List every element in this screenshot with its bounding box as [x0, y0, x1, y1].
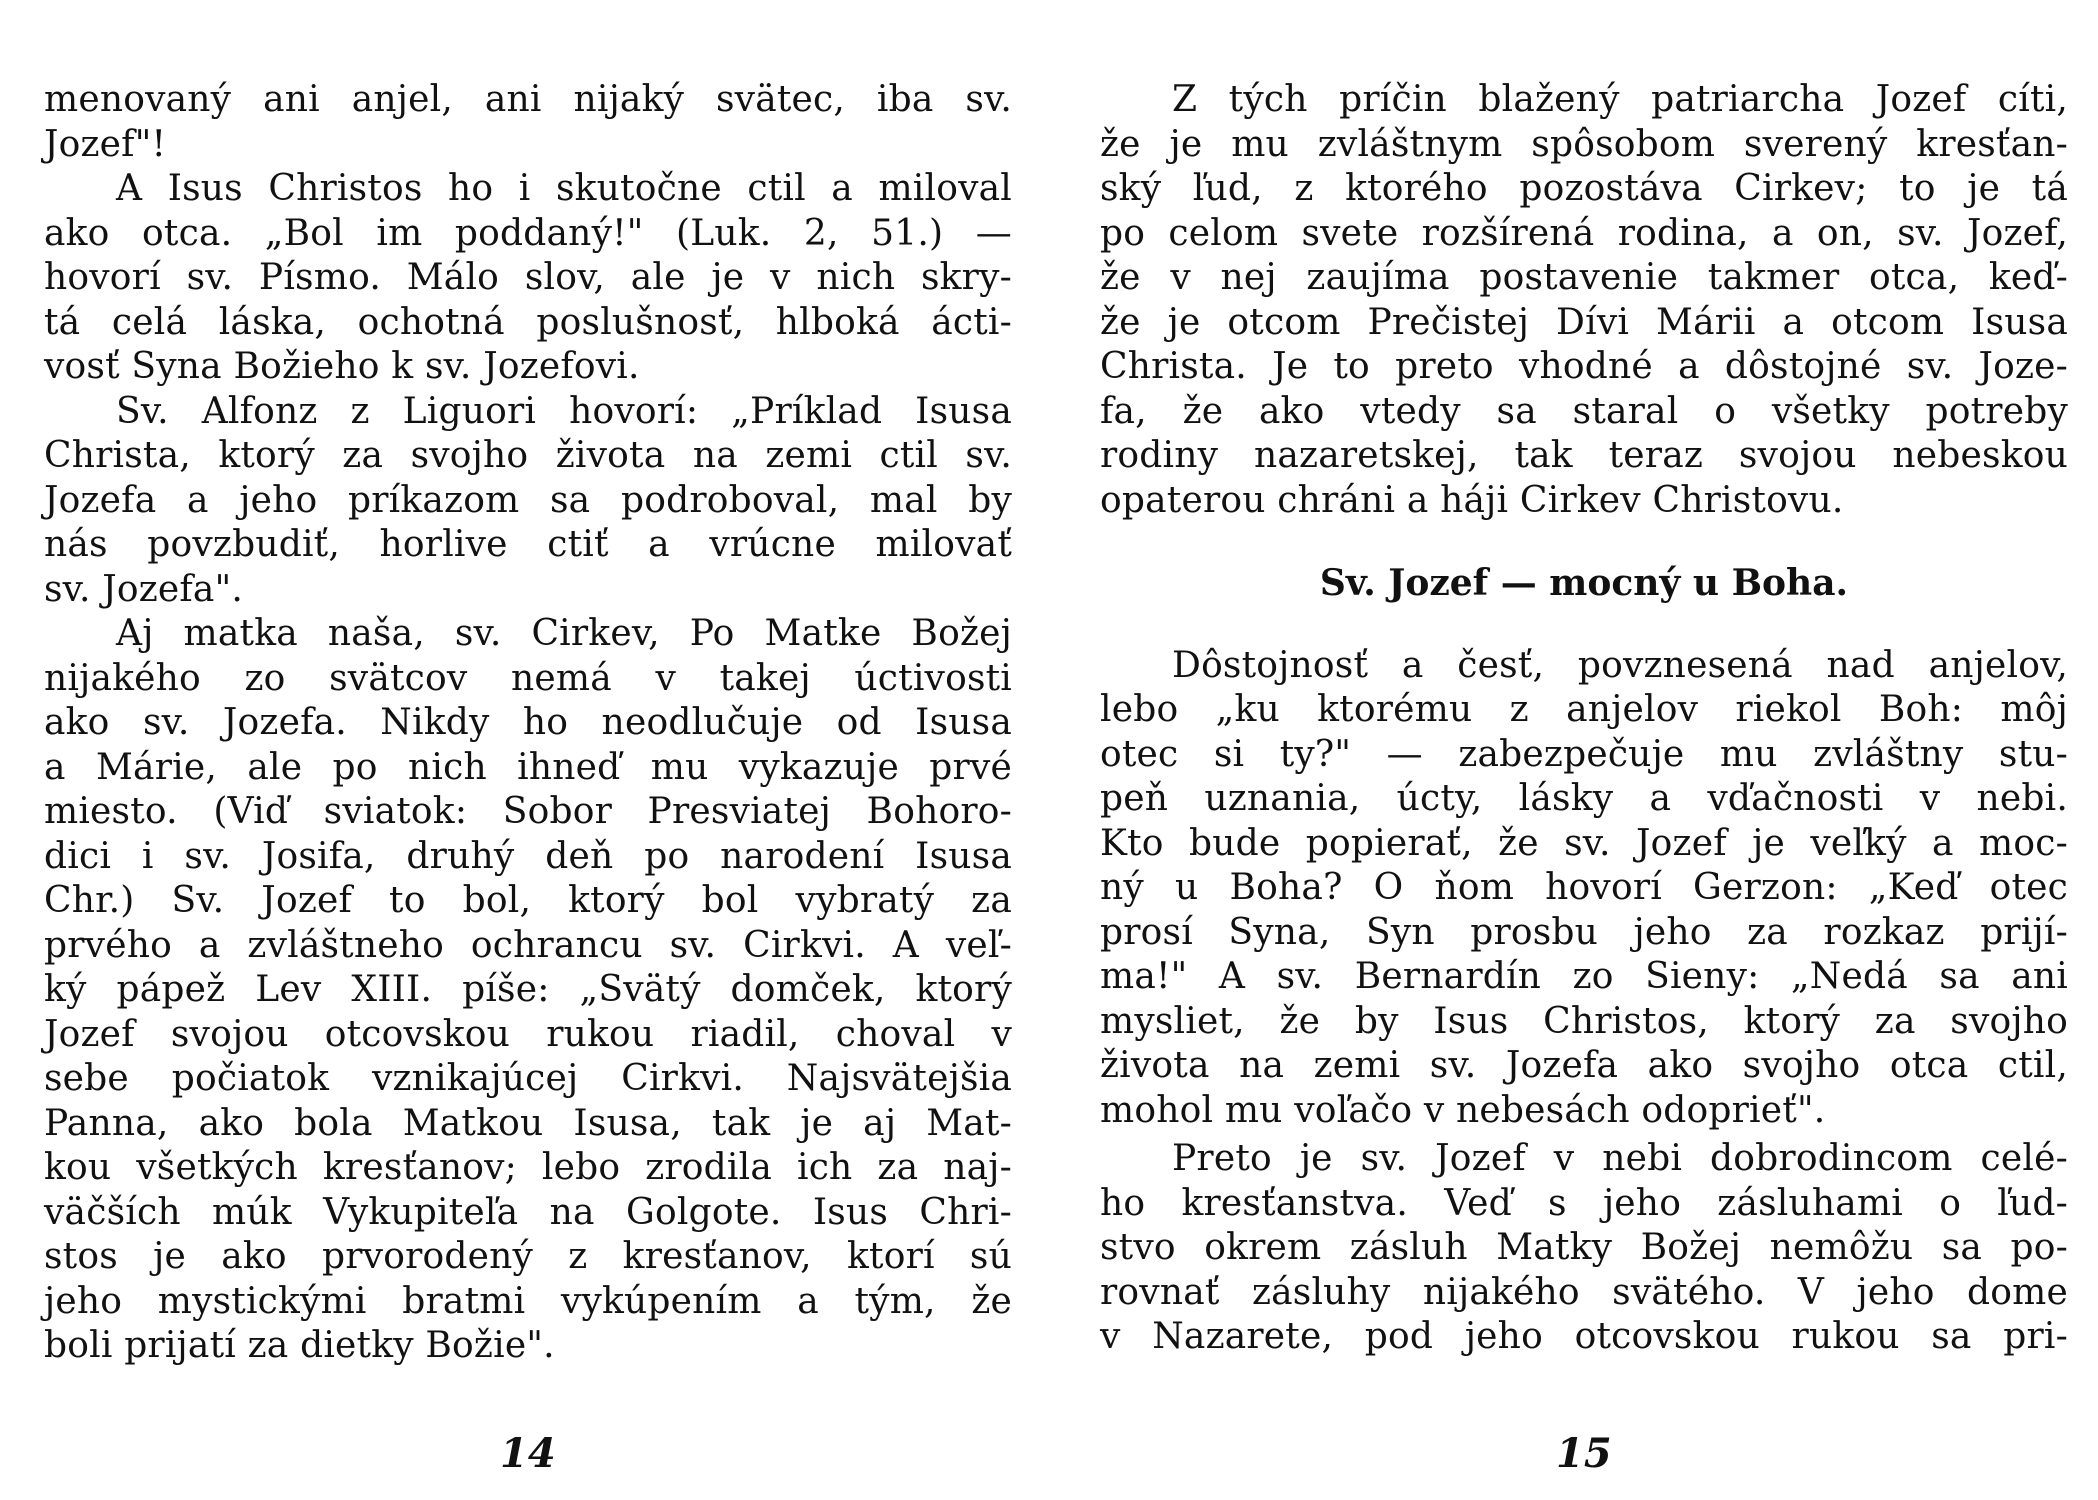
text-line: Aj matka naša, sv. Cirkev, Po Matke Božej [116, 613, 1012, 654]
text-line: Sv. Alfonz z Liguori hovorí: „Príklad Isusa [116, 390, 1012, 432]
text-line: dici i sv. Josifa, druhý deň po narodení Isusa [44, 835, 1012, 877]
text-line: Preto je sv. Jozef v nebi dobrodincom celé- [1172, 1138, 2068, 1179]
text-line: boli prijatí za dietky Božie". [44, 1325, 555, 1366]
text-line: Jozefa a jeho príkazom sa podroboval, mal by [44, 479, 1012, 521]
text-line: ký pápež Lev XIII. píše: „Svätý domček, ktorý [44, 969, 1012, 1010]
text-line: sebe počiatok vznikajúcej Cirkvi. Najsvätejšia [44, 1058, 1012, 1099]
text-line: Christa. Je to preto vhodné a dôstojné sv. Joze- [1100, 346, 2068, 387]
text-line: ma!" A sv. Bernardín zo Sieny: „Nedá sa ani [1100, 956, 2068, 997]
text-line: otec si ty?" — zabezpečuje mu zvláštny stu- [1100, 733, 2068, 775]
text-line: že je mu zvláštnym spôsobom sverený kresťan- [1100, 123, 2068, 165]
text-line: Z tých príčin blažený patriarcha Jozef cíti, [1172, 79, 2068, 120]
text-line: väčších múk Vykupiteľa na Golgote. Isus Chri- [44, 1191, 1012, 1233]
text-line: nijakého zo svätcov nemá v takej úctivosti [44, 657, 1012, 699]
text-line: v Nazarete, pod jeho otcovskou rukou sa pri- [1100, 1316, 2068, 1357]
text-line: ský ľud, z ktorého pozostáva Cirkev; to je tá [1100, 168, 2068, 209]
section-heading: Sv. Jozef — mocný u Boha. [1319, 562, 1849, 604]
text-line: nás povzbudiť, horlive ctiť a vrúcne milovať [44, 524, 1012, 565]
text-line: Panna, ako bola Matkou Isusa, tak je aj Mat- [44, 1102, 1012, 1144]
text-line: A Isus Christos ho i skutočne ctil a miloval [116, 168, 1012, 209]
text-line: že v nej zaujíma postavenie takmer otca, keď- [1100, 257, 2068, 298]
text-line: opaterou chráni a háji Cirkev Christovu. [1100, 479, 1844, 521]
text-line: rovnať zásluhy nijakého svätého. V jeho dome [1100, 1271, 2068, 1313]
text-line: prosí Syna, Syn prosbu jeho za rozkaz prijí- [1100, 911, 2068, 953]
text-line: mysliet, že by Isus Christos, ktorý za svojho [1100, 1000, 2068, 1042]
text-line: tá celá láska, ochotná poslušnosť, hlboká ácti- [44, 301, 1012, 343]
text-line: lebo „ku ktorému z anjelov riekol Boh: môj [1100, 689, 2068, 730]
text-line: vosť Syna Božieho k sv. Jozefovi. [44, 346, 640, 387]
text-line: Jozef"! [44, 123, 167, 165]
text-line: Dôstojnosť a česť, povznesená nad anjelov, [1172, 644, 2068, 686]
text-line: hovorí sv. Písmo. Málo slov, ale je v nich skry- [44, 257, 1012, 298]
right-page [1100, 78, 2068, 1360]
text-line: Chr.) Sv. Jozef to bol, ktorý bol vybratý za [44, 880, 1012, 921]
text-line: ako otca. „Bol im poddaný!" (Luk. 2, 51.) — [44, 212, 1012, 254]
text-line: rodiny nazaretskej, tak teraz svojou nebeskou [1100, 435, 2068, 476]
text-line: Kto bude popierať, že sv. Jozef je veľký a moc- [1100, 822, 2068, 864]
text-line: prvého a zvláštneho ochrancu sv. Cirkvi. A veľ- [44, 924, 1012, 966]
text-line: ný u Boha? O ňom hovorí Gerzon: „Keď otec [1100, 867, 2068, 908]
text-line: Jozef svojou otcovskou rukou riadil, choval v [44, 1013, 1012, 1055]
page-number-left: 14 [500, 1430, 556, 1477]
text-line: peň uznania, úcty, lásky a vďačnosti v nebi. [1100, 778, 2068, 819]
text-line: Christa, ktorý za svojho života na zemi ctil sv. [44, 435, 1012, 476]
text-line: po celom svete rozšírená rodina, a on, sv. Jozef, [1100, 212, 2068, 254]
left-page [44, 78, 1012, 1369]
text-line: a Márie, ale po nich ihneď mu vykazuje prvé [44, 746, 1012, 788]
text-line: života na zemi sv. Jozefa ako svojho otca ctil, [1100, 1045, 2068, 1086]
text-line: že je otcom Prečistej Dívi Márii a otcom Isusa [1100, 301, 2068, 343]
text-line: sv. Jozefa". [44, 568, 243, 610]
text-line: ako sv. Jozefa. Nikdy ho neodlučuje od Isusa [44, 702, 1012, 743]
text-line: jeho mystickými bratmi vykúpením a tým, že [44, 1280, 1012, 1322]
text-line: stos je ako prvorodený z kresťanov, ktorí sú [44, 1236, 1012, 1277]
text-line: menovaný ani anjel, ani nijaký svätec, iba sv. [44, 79, 1012, 120]
page-number-right: 15 [1556, 1430, 1612, 1477]
text-line: ho kresťanstva. Veď s jeho zásluhami o ľud- [1100, 1182, 2068, 1224]
text-line: kou všetkých kresťanov; lebo zrodila ich za naj- [44, 1147, 1012, 1188]
text-line: fa, že ako vtedy sa staral o všetky potreby [1100, 390, 2068, 432]
text-line: mohol mu voľačo v nebesách odoprieť". [1100, 1089, 1826, 1131]
text-line: miesto. (Viď sviatok: Sobor Presviatej Bohoro- [44, 791, 1012, 832]
text-line: stvo okrem zásluh Matky Božej nemôžu sa po- [1100, 1227, 2068, 1268]
